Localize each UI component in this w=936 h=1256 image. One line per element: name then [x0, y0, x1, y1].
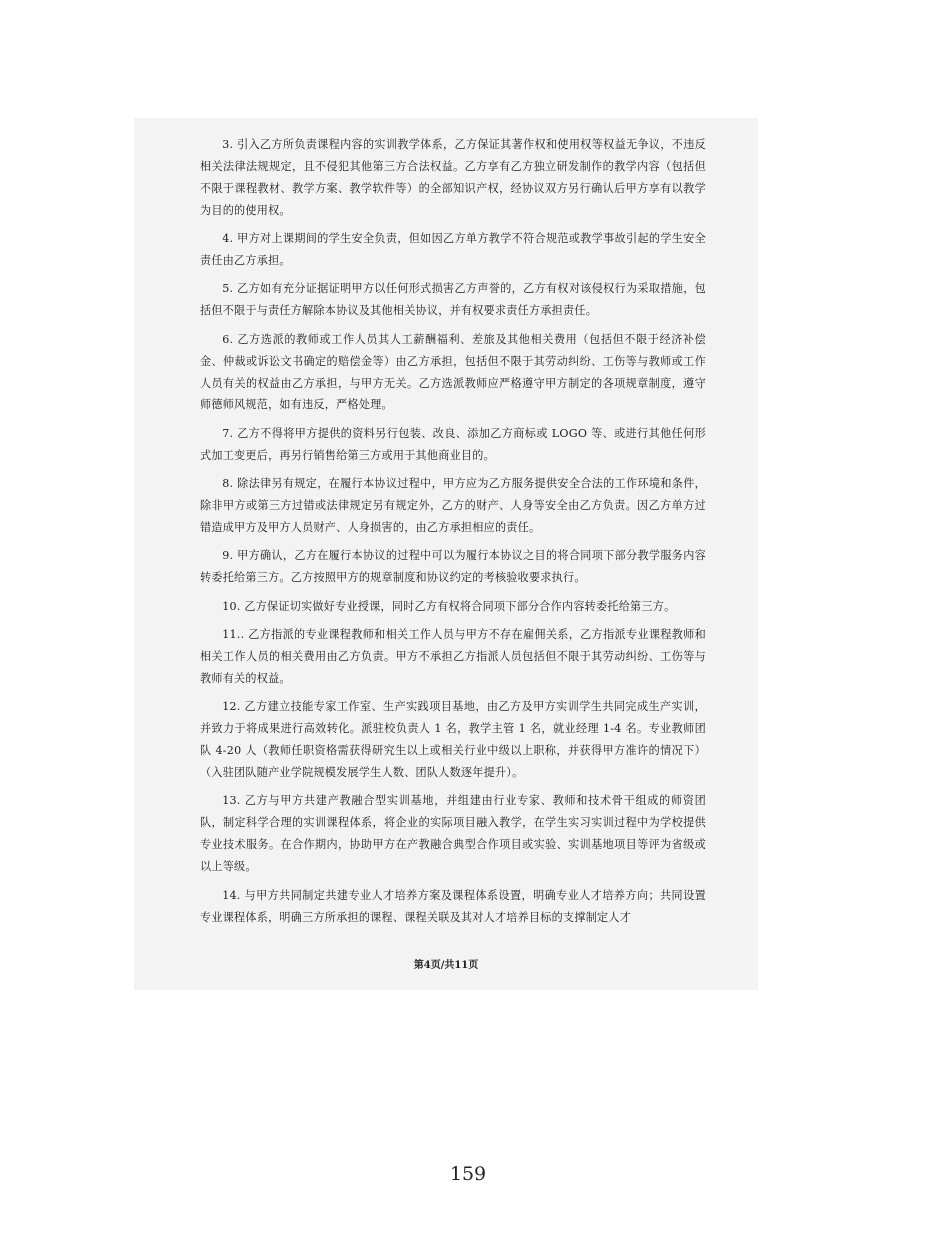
- clause-7: 7. 乙方不得将甲方提供的资料另行包装、改良、添加乙方商标或 LOGO 等、或进行其他任何形式加工变更后，再另行销售给第三方或用于其他商业目的。: [200, 426, 706, 462]
- clause-12: 12. 乙方建立技能专家工作室、生产实践项目基地，由乙方及甲方实训学生共同完成生产实训，并致力于将成果进行高效转化。派驻校负责人 1 名，教学主管 1 名，就业经理 1-4 名。专业教师团队 4-20 人（教师任职资格需获得研究生以上或相关行业中级以上职称，并获得甲方准许的情况下）（入驻团队随产业学院规模发展学生人数、团队人数逐年提升）。: [200, 700, 706, 780]
- clause-8: 8. 除法律另有规定，在履行本协议过程中，甲方应为乙方服务提供安全合法的工作环境和条件，除非甲方或第三方过错或法律规定另有规定外，乙方的财产、人身等安全由乙方负责。因乙方单方过错造成甲方及甲方人员财产、人身损害的，由乙方承担相应的责任。: [200, 477, 706, 534]
- clause-11: 11.. 乙方指派的专业课程教师和相关工作人员与甲方不存在雇佣关系，乙方指派专业课程教师和相关工作人员的相关费用由乙方负责。甲方不承担乙方指派人员包括但不限于其劳动纠纷、工伤等与教师有关的权益。: [200, 628, 706, 685]
- clause-14: 14. 与甲方共同制定共建专业人才培养方案及课程体系设置，明确专业人才培养方向；共同设置专业课程体系，明确三方所承担的课程、课程关联及其对人才培养目标的支撑制定人才: [200, 888, 706, 924]
- scanned-page: [134, 118, 758, 990]
- clause-13: 13. 乙方与甲方共建产教融合型实训基地，并组建由行业专家、教师和技术骨干组成的师资团队，制定科学合理的实训课程体系，将企业的实际项目融入教学，在学生实习实训过程中为学校提供专业技术服务。在合作期内，协助甲方在产教融合典型合作项目或实验、实训基地项目等评为省级或以上等级。: [200, 794, 706, 874]
- agreement-body: [200, 134, 706, 935]
- clause-6: 6. 乙方选派的教师或工作人员其人工薪酬福利、差旅及其他相关费用（包括但不限于经济补偿金、仲裁或诉讼文书确定的赔偿金等）由乙方承担，包括但不限于其劳动纠纷、工伤等与教师或工作人员有关的权益由乙方承担，与甲方无关。乙方选派教师应严格遵守甲方制定的各项规章制度，遵守师德师风规范，如有违反，严格处理。: [200, 332, 706, 412]
- clause-5: 5. 乙方如有充分证据证明甲方以任何形式损害乙方声誉的，乙方有权对该侵权行为采取措施，包括但不限于与责任方解除本协议及其他相关协议，并有权要求责任方承担责任。: [200, 282, 706, 318]
- clause-9: 9. 甲方确认，乙方在履行本协议的过程中可以为履行本协议之目的将合同项下部分教学服务内容转委托给第三方。乙方按照甲方的规章制度和协议约定的考核验收要求执行。: [200, 549, 706, 585]
- clause-4: 4. 甲方对上课期间的学生安全负责，但如因乙方单方教学不符合规范或教学事故引起的学生安全责任由乙方承担。: [200, 232, 706, 268]
- clause-3: 3. 引入乙方所负责课程内容的实训教学体系，乙方保证其著作权和使用权等权益无争议，不违反相关法律法规规定，且不侵犯其他第三方合法权益。乙方享有乙方独立研发制作的教学内容（包括但不限于课程教材、教学方案、教学软件等）的全部知识产权，经协议双方另行确认后甲方享有以教学为目的的使用权。: [200, 138, 706, 217]
- page-number: 159: [449, 1163, 487, 1185]
- page-footer: 第4页/共11页: [413, 960, 479, 971]
- clause-10: 10. 乙方保证切实做好专业授课，同时乙方有权将合同项下部分合作内容转委托给第三方。: [222, 599, 676, 613]
